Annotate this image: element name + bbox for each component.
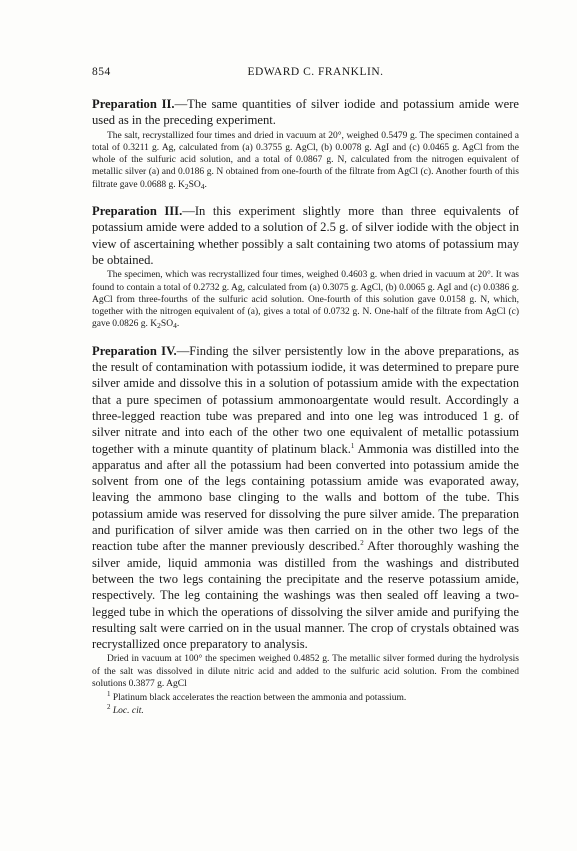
prep4-lead-paragraph bbox=[92, 343, 519, 653]
prep4-lead-text-2: Ammonia was distilled into the apparatus and after all the potassium had been converted into potassium amide the solvent from one of the legs containing potassium amide was evaporated away, leaving the ammono base clinging to the walls and bottom of the tube. This potassium amide was reserved for dissolving the pure silver amide. The preparation and purification of silver amide was then carried on in the other two legs of the reaction tube after the manner previously described. bbox=[92, 441, 519, 554]
prep3-detail-end-a: SO bbox=[160, 319, 174, 330]
prep3-subscript-2: 4 bbox=[173, 321, 177, 331]
section-preparation-2 bbox=[92, 96, 519, 193]
prep2-lead-text: —The same quantities of silver iodide and potassium amide were used as in the preceding experiment. bbox=[92, 97, 519, 128]
footnote-ref-2: 2 bbox=[360, 539, 364, 548]
prep3-lead-text: —In this experiment slightly more than three equivalents of potassium amide were added to a solution of 2.5 g. of silver iodide with the object in view of ascertaining whether possibly a salt containing two atoms of potassium may be obtained. bbox=[92, 204, 520, 267]
page-header bbox=[92, 66, 519, 86]
footnote-2-text: Loc. cit. bbox=[110, 705, 144, 716]
prep2-detail-end-b: . bbox=[204, 179, 207, 190]
footnote-1-mark: 1 bbox=[107, 690, 111, 699]
prep4-heading: Preparation IV. bbox=[92, 343, 177, 358]
section-preparation-3 bbox=[92, 203, 519, 333]
footnote-2 bbox=[92, 702, 519, 717]
prep2-detail-end-a: SO bbox=[188, 179, 201, 190]
footnote-ref-1: 1 bbox=[350, 441, 355, 450]
prep4-lead-text-3: After thoroughly washing the silver amide, liquid ammonia was distilled from the washings and distributed between the two legs containing the precipitate and the reserve potassium amide, respectively. The leg containing the washings was then sealed off leaving a two-legged tube in which the operations of dissolving the silver amide and purifying the resulting salt were carried on in the usual manner. The crop of crystals obtained was recrystallized once preparatory to analysis. bbox=[92, 539, 519, 652]
prep2-heading: Preparation II. bbox=[92, 97, 175, 111]
prep2-detail-paragraph bbox=[92, 130, 519, 193]
prep2-lead-paragraph bbox=[92, 96, 519, 129]
prep2-subscript: 2 bbox=[184, 181, 189, 191]
footnote-2-mark: 2 bbox=[107, 702, 111, 711]
prep3-detail-paragraph bbox=[92, 269, 519, 332]
prep3-detail-end-b: . bbox=[176, 319, 180, 330]
prep3-subscript: 2 bbox=[157, 321, 161, 331]
footnote-1-text: Platinum black accelerates the reaction between the ammonia and potassium. bbox=[110, 693, 407, 704]
page-number: 854 bbox=[92, 66, 111, 78]
running-head: EDWARD C. FRANKLIN. bbox=[247, 66, 384, 78]
footnotes bbox=[92, 692, 519, 717]
prep3-detail-text: The specimen, which was recrystallized four times, weighed 0.4603 g. when dried in vacuum at 20°. It was found to contain a total of 0.2732 g. Ag, calculated from (a) 0.3075 g. AgCl, (b) 0.0065 g. AgI and (c) 0.0386 g. AgCl from three-fourths of the sulfuric acid solution. One-fourth of this solution gave 0.0158 g. N, which, together with the nitrogen equivalent of (a), gives a total of 0.0732 g. N. One-half of the filtrate from AgCl (c) gave 0.0826 g. K bbox=[92, 270, 519, 330]
prep3-heading: Preparation III. bbox=[92, 204, 183, 219]
prep2-subscript-2: 4 bbox=[200, 181, 205, 191]
footnote-1 bbox=[92, 692, 519, 704]
section-preparation-4 bbox=[92, 343, 519, 691]
prep4-lead-text-1: —Finding the silver persistently low in the above preparations, as the result of contamination with potassium iodide, it was determined to prepare pure silver amide and dissolve this in a solution of potassium amide with the expectation that a pure specimen of potassium ammonoargentate would result. Accordingly a three-legged reaction tube was prepared and into one leg was introduced 1 g. of silver nitrate and into each of the other two one equivalent of metallic potassium together with a minute quantity of platinum black. bbox=[92, 343, 519, 456]
prep2-detail-text: The salt, recrystallized four times and dried in vacuum at 20°, weighed 0.5479 g. The specimen contained a total of 0.3211 g. Ag, calculated from (a) 0.3755 g. AgCl, (b) 0.0078 g. AgI and (c) 0.0465 g. AgCl from the whole of the sulfuric acid solution, and a total of 0.0867 g. N, calculated from the nitrogen equivalent of metallic silver (a) and 0.0186 g. N obtained from one-fourth of the filtrate from AgCl (c). Another fourth of this filtrate gave 0.0688 g. K bbox=[92, 130, 519, 190]
prep4-detail-paragraph: Dried in vacuum at 100° the specimen weighed 0.4852 g. The metallic silver formed during the hydrolysis of the salt was dissolved in dilute nitric acid and added to the sulfuric acid solution. From the combined solutions 0.3877 g. AgCl bbox=[92, 654, 519, 689]
prep3-lead-paragraph bbox=[92, 203, 519, 268]
